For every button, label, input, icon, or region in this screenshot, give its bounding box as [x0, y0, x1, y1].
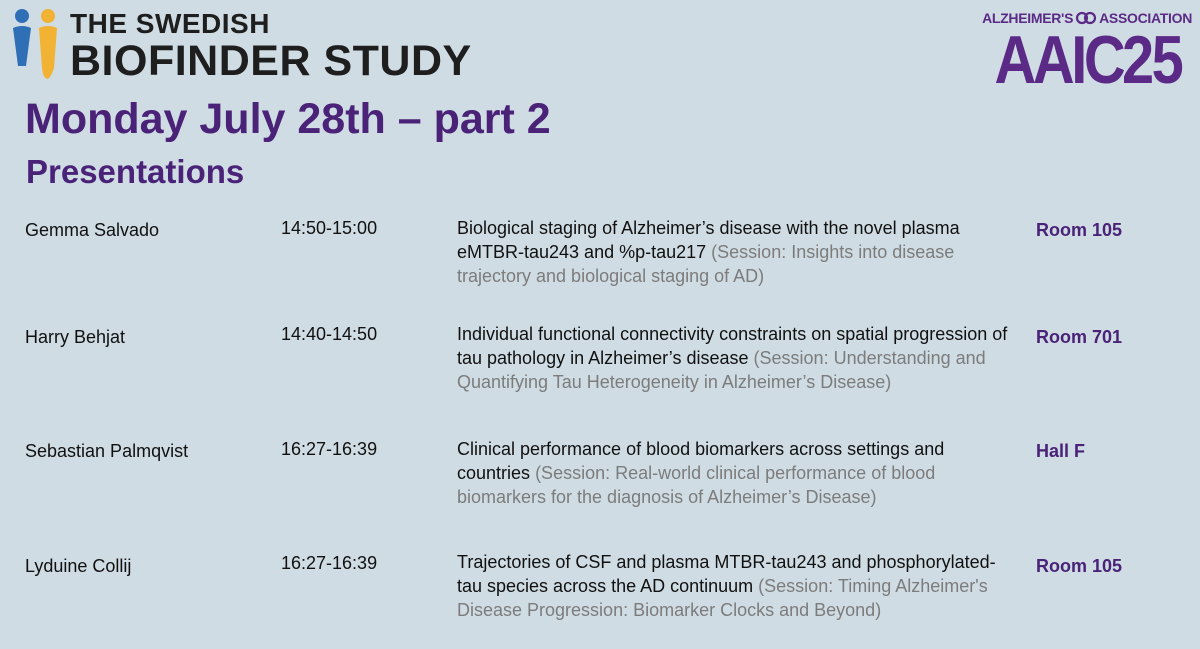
logo-line-2: BIOFINDER STUDY — [70, 37, 472, 85]
room-label: Room 105 — [1036, 220, 1123, 240]
presentation-time: 16:27-16:39 — [281, 439, 378, 459]
presentation-description — [457, 550, 1017, 622]
session-name: (Session: Timing Alzheimer's Disease Progression: Biomarker Clocks and Beyond) — [457, 576, 988, 620]
room-label: Room 701 — [1036, 327, 1123, 347]
biofinder-figures-icon — [10, 8, 62, 88]
aaic-wordmark: AAIC — [994, 22, 1123, 98]
page-subtitle: Presentations — [26, 153, 245, 190]
presentation-title: Trajectories of CSF and plasma MTBR-tau243 and phosphorylated-tau species across the AD continuum — [457, 552, 996, 596]
speaker-name: Sebastian Palmqvist — [25, 441, 189, 461]
speaker-name: Harry Behjat — [25, 327, 126, 347]
room-label: Hall F — [1036, 441, 1086, 461]
biofinder-logo — [10, 8, 472, 88]
session-name: (Session: Insights into disease trajectory and biological staging of AD) — [457, 242, 955, 286]
session-name: (Session: Real-world clinical performance of blood biomarkers for the diagnosis of Alzheimer’s Disease) — [457, 463, 936, 507]
association-name-part-1: ALZHEIMER'S — [982, 10, 1074, 26]
presentation-title: Biological staging of Alzheimer’s disease with the novel plasma eMTBR-tau243 and %p-tau217 — [457, 218, 960, 262]
presentation-title: Clinical performance of blood biomarkers across settings and countries — [457, 439, 945, 483]
presentation-time: 14:50-15:00 — [281, 218, 378, 238]
speaker-name: Lyduine Collij — [25, 556, 132, 576]
speaker-name: Gemma Salvado — [25, 220, 160, 240]
presentation-time: 14:40-14:50 — [281, 324, 378, 344]
session-name: (Session: Understanding and Quantifying Tau Heterogeneity in Alzheimer’s Disease) — [457, 348, 986, 392]
presentation-description — [457, 437, 1017, 509]
presentation-title: Individual functional connectivity constraints on spatial progression of tau pathology in Alzheimer’s disease — [457, 324, 1008, 368]
association-name-part-2: ASSOCIATION — [1099, 10, 1192, 26]
logo-line-1: THE SWEDISH — [70, 8, 270, 39]
page-title: Monday July 28th – part 2 — [25, 95, 551, 143]
aaic-logo — [982, 10, 1192, 98]
presentation-time: 16:27-16:39 — [281, 553, 378, 573]
presentation-description — [457, 322, 1017, 394]
room-label: Room 105 — [1036, 556, 1123, 576]
aaic-year: 25 — [1122, 22, 1182, 98]
presentation-description — [457, 216, 1017, 288]
